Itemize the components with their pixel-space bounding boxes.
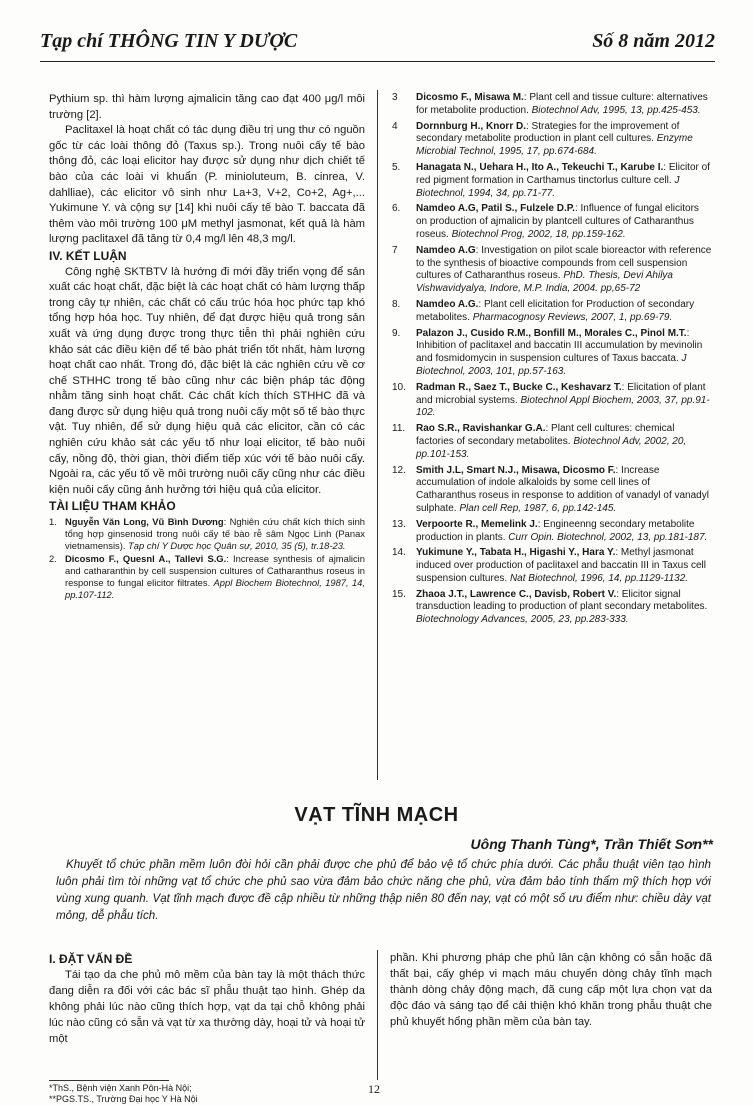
page-number: 12: [368, 1082, 380, 1096]
column-divider: [377, 950, 378, 1080]
reference-item: 4 Dornnburg H., Knorr D.: Strategies for the improvement of secondary metabolite production in plant cell cultures. Enzyme Microbial Technol, 1995, 17, pp.674-684.: [392, 120, 693, 158]
reference-item: 11. Rao S.R., Ravishankar G.A.: Plant cell cultures: chemical factories of secondary metabolites. Biotechnol Adv, 2002, 20, pp.101-153.: [392, 423, 687, 460]
footnote-2: **PGS.TS., Trường Đại học Y Hà Nội: [49, 1094, 198, 1104]
paragraph-conclusion: Công nghệ SKTBTV là hướng đi mới đầy triển vọng để sản xuất các hoạt chất, đặc biệt là các hoạt chất có hàm lượng thấp trong cây tự nhiên, các chất có cấu trúc hóa học phức tạp khó tổng hợp hóa học. Tuy nhiên, để đạt được hiệu quả trong sản xuất và ứng dụng được trong thực tiễn thì phải nghiên cứu khảo sát các điều kiện để tế bào phát triển tốt nhất, hàm lượng hoạt chất cao nhất. Trong đó, đặc biệt là các nghiên cứu về cơ chế STHHC trong tế bào cũng như các biện pháp tác động nhằm tăng sinh hoạt chất. Các chất kích thích STHHC đã và đang được sử dụng hiệu quả trong nuôi cấy một số tế bào thực vật. Tuy nhiên, để sử dụng hiệu quả các elicitor, cần có các nghiên cứu khảo sát các yếu tố như loại elicitor, tế bào nuôi cấy, nồng độ, thời gian, thời điểm tiếp xúc với tế bào nuôi cấy. Ngoài ra, các yếu tố về môi trường nuôi cấy cũng như các điều kiện nuôi cấy cũng ảnh hưởng tới hiệu quả của elicitor.: [49, 265, 365, 496]
reference-item: 10. Radman R., Saez T., Bucke C., Keshavarz T.: Elicitation of plant and microbial systems. Biotechnol Appl Biochem, 2003, 37, pp.91-102.: [392, 381, 710, 419]
paragraph-pythium: Pythium sp. thì hàm lượng ajmalicin tăng cao đạt 400 μg/l môi trường [2].: [49, 93, 365, 121]
article-authors: Uông Thanh Tùng*, Trần Thiết Sơn**: [470, 836, 713, 852]
reference-item: 8. Namdeo A.G.: Plant cell elicitation for Production of secondary metabolites. Pharmacognosy Reviews, 2007, 1, pp.69-79.: [392, 298, 695, 323]
reference-item: 2. Dicosmo F., Quesnl A., Tallevi S.G.: Increase synthesis of ajmalicin and catharanthin by cell suspension cultures of Catharanthus roseus in response to fungal elicitor filtrates. Appl Biochem Biotechnol, 1987, 14, pp.107-112.: [49, 553, 365, 600]
paragraph-paclitaxel: Paclitaxel là hoạt chất có tác dụng điều trị ung thư có nguồn gốc từ các loài thông đỏ (Taxus sp.). Trong nuôi cấy tế bào thông đỏ, các loại elicitor hay được sử dụng như dịch chiết tế bào của các loài vi khuẩn (P. minioluteum, B. cinrea, V. dahlliae), các elicitor vô sinh như La+3, V+2, Co+2, Ag+,... Yukimune Y. và cộng sự [14] khi nuôi cấy tế bào T. baccata đã thêm vào môi trường 100 μM methyl jasmonat, kết quả là hàm lượng paclitaxel đã tăng từ 0,4 mg/l lên 48,3 mg/l.: [49, 124, 365, 246]
column-divider: [377, 90, 378, 780]
reference-item: 6. Namdeo A.G, Patil S., Fulzele D.P.: Influence of fungal elicitors on production of ajmalicin by plantcell cultures of Catharanthus roseus. Biotechnol Prog, 2002, 18, pp.159-162.: [392, 203, 699, 240]
intro-left-column: [49, 950, 365, 1047]
article-title: VẠT TĨNH MẠCH: [294, 804, 459, 826]
reference-item: 5. Hanagata N., Uehara H., Ito A., Tekeuchi T., Karube I.: Elicitor of red pigment formation in Carthamus tinctorlus culture cell. J Biotechnol, 1994, 34, pp.71-77.: [392, 161, 710, 199]
reference-item: 1. Nguyễn Văn Long, Vũ Bình Dương: Nghiên cứu chất kích thích sinh tổng hợp ginsenosid trong nuôi cấy tế bào rễ sâm Ngọc Linh (Panax vietnamensis). Tạp chí Y Dược học Quân sự, 2010, 35 (5), tr.18-23.: [49, 516, 366, 551]
reference-list-left: [49, 516, 365, 601]
section-heading-intro: I. ĐẶT VẤN ĐỀ: [49, 952, 133, 966]
footnote-1: *ThS., Bệnh viện Xanh Pôn-Hà Nội;: [49, 1083, 192, 1093]
footnotes: [49, 1083, 198, 1105]
reference-item: 14. Yukimune Y., Tabata H., Higashi Y., Hara Y.: Methyl jasmonat induced over production of paclitaxel and baccatin III in Taxus cell suspension cultures. Nat Biotechnol, 1996, 14, pp.1129-1132.: [392, 547, 706, 584]
reference-item: 15. Zhaoa J.T., Lawrence C., Davisb, Robert V.: Elicitor signal transduction leading to production of plant secondary metabolites. Biotechnology Advances, 2005, 23, pp.283-333.: [392, 588, 708, 626]
left-column: [49, 92, 365, 603]
reference-item: 13. Verpoorte R., Memelink J.: Engineenng secondary metabolite production in plants. Curr Opin. Biotechnol, 2002, 13, pp.181-187.: [392, 518, 708, 543]
right-column-references: [392, 92, 712, 630]
running-header: [40, 28, 715, 62]
reference-item: 3 Dicosmo F., Misawa M.: Plant cell and tissue culture: alternatives for metabolite production. Biotechnol Adv, 1995, 13, pp.425-453.: [392, 92, 708, 116]
article-abstract: Khuyết tổ chức phần mềm luôn đòi hỏi cần phải được che phủ để bảo vệ tổ chức phía dưới. Các phẫu thuật viên tạo hình luôn phải tìm tòi những vạt tổ chức che phủ sao vừa đảm bảo chức năng che phủ, vừa đảm bảo tính thẩm mỹ thích hợp với vùng xung quanh. Vạt tĩnh mạch được đề cập nhiều từ những thập niên 80 đến nay, vạt có một số ưu điểm như: chiều dày vạt mỏng, dễ phẫu tích.: [56, 858, 711, 922]
reference-item: 7 Namdeo A.G: Investigation on pilot scale bioreactor with reference to the synthesis of bioactive compounds from cell suspension cultures of Catharanthus roseus. PhD. Thesis, Devi Ahilya Vishwavidyalya, Indore, M.P. India, 2004. pp,65-72: [392, 244, 712, 295]
journal-name: Tạp chí THÔNG TIN Y DƯỢC: [40, 30, 298, 52]
paragraph-intro-right: phần. Khi phương pháp che phủ lân cận không có sẵn hoặc đã thất bại, cấy ghép vi mạch máu chuyển dòng chảy tĩnh mạch thành dòng chảy động mạch, đã cung cấp một lựa chọn vạt da độc đáo và sáng tạo để cải thiện khó khăn trong phẫu thuật che phủ khuyết hổng phần mềm của bàn tay.: [390, 952, 712, 1028]
section-heading-conclusion: IV. KẾT LUẬN: [49, 248, 127, 263]
issue-label: Số 8 năm 2012: [592, 30, 715, 52]
reference-item: 12. Smith J.L, Smart N.J., Misawa, Dicosmo F.: Increase accumulation of indole alkaloids by some cell lines of Catharanthus roseus in response to addition of vanadyl of vanadyl sulphate. Plan cell Rep, 1987, 6, pp.142-145.: [392, 464, 709, 514]
paragraph-intro-left: Tái tạo da che phủ mô mềm của bàn tay là một thách thức đang diễn ra đối với các bác sĩ phẫu thuật tạo hình. Ghép da không phải lúc nào cũng thích hợp, vạt da tại chỗ không phải lúc nào cũng có sẵn và vạt từ xa thường dày, hoại tử và hoại tử một: [49, 969, 365, 1045]
reference-item: 9. Palazon J., Cusido R.M., Bonfill M., Morales C., Pinol M.T.: Inhibition of paclitaxel and baccatin III accumulation by mevinolin and fosmidomycin in suspension cultures of Taxus baccata. J Biotechnol, 2003, 101, pp.57-163.: [392, 327, 703, 377]
section-heading-references: TÀI LIỆU THAM KHẢO: [49, 499, 176, 514]
footnote-rule: [49, 1080, 169, 1081]
